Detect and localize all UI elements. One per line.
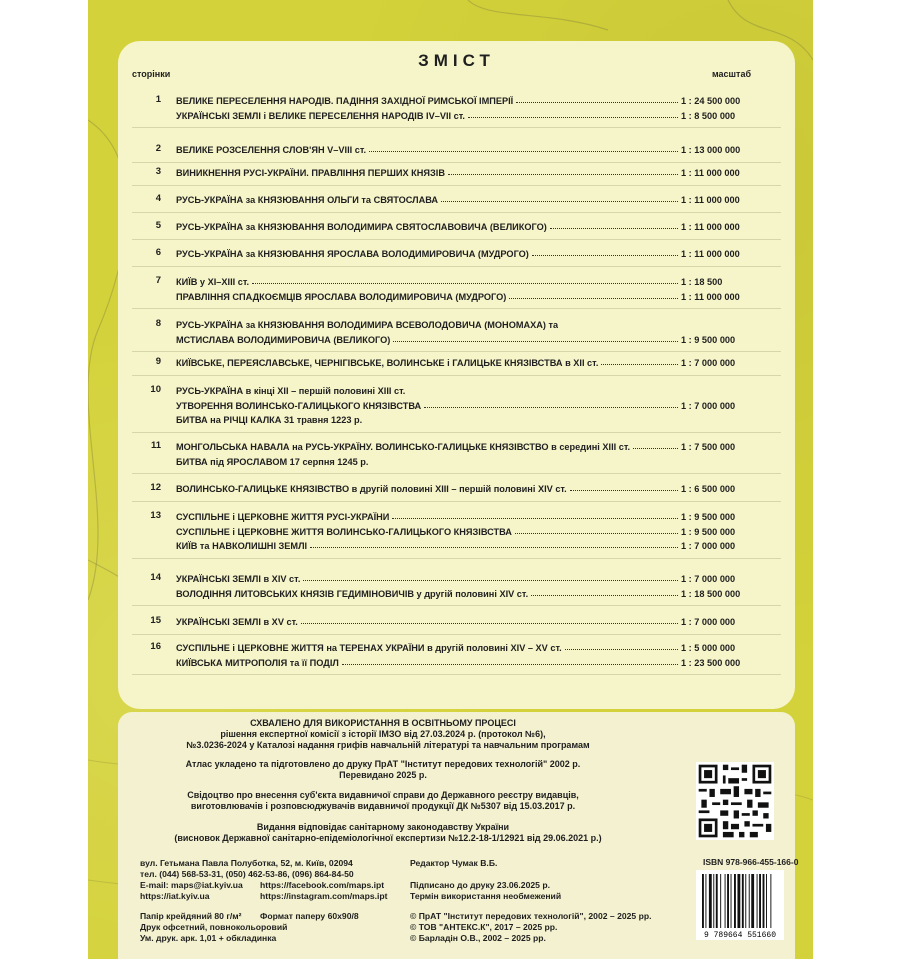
toc-entry[interactable] — [176, 614, 769, 627]
toc-divider — [132, 308, 781, 309]
toc-page-number: 2 — [155, 143, 161, 154]
toc-divider — [132, 558, 781, 559]
toc-divider — [132, 432, 781, 433]
print-paper: Папір крейдяний 80 г/м² — [140, 911, 242, 921]
toc-entry[interactable] — [176, 481, 769, 494]
toc-entry[interactable] — [176, 108, 769, 121]
toc-divider — [132, 162, 781, 163]
imprint-panel — [118, 712, 799, 959]
toc-leader-dots — [310, 547, 678, 548]
barcode — [696, 870, 784, 940]
toc-entry[interactable] — [176, 655, 769, 668]
toc-entry-title: ВЕЛИКЕ РОЗСЕЛЕННЯ СЛОВ'ЯН V–VIII ст. — [176, 145, 367, 155]
toc-page-number: 3 — [155, 166, 161, 177]
toc-entry[interactable] — [176, 398, 769, 411]
barcode-bar — [742, 874, 744, 928]
toc-entry[interactable] — [176, 509, 769, 522]
toc-page-number: 8 — [155, 318, 161, 329]
contact-instagram[interactable]: https://instagram.com/maps.ipt — [260, 891, 388, 901]
contact-phones: тел. (044) 568-53-31, (050) 462-53-86, (096) 864-84-50 — [140, 869, 354, 879]
toc-page-number: 11 — [150, 440, 161, 451]
map-label-ghost — [82, 36, 89, 52]
toc-entry[interactable] — [176, 439, 769, 452]
toc-entry-scale: 1 : 9 500 000 — [681, 526, 736, 537]
toc-entry-scale: 1 : 18 500 — [681, 277, 723, 287]
contents-title: ЗМІСТ — [418, 51, 495, 70]
toc-entry[interactable] — [176, 289, 769, 302]
toc-entry-scale: 1 : 18 500 000 — [681, 588, 741, 599]
barcode-bar — [763, 874, 765, 928]
toc-page-number: 15 — [150, 615, 161, 626]
toc-entry-scale: 1 : 7 000 000 — [681, 400, 736, 411]
toc-entry-title: УКРАЇНСЬКІ ЗЕМЛІ в XIV ст. — [176, 574, 301, 584]
toc-entry[interactable] — [176, 355, 769, 368]
signed-date: Підписано до друку 23.06.2025 р. — [410, 880, 550, 890]
toc-entry-title: ВОЛОДІННЯ ЛИТОВСЬКИХ КНЯЗІВ ГЕДИМІНОВИЧІВ у другій половині XIV ст. — [176, 588, 529, 599]
toc-divider — [132, 266, 781, 267]
toc-leader-dots — [633, 448, 678, 449]
toc-page-number: 12 — [150, 482, 161, 493]
toc-leader-dots — [441, 201, 678, 202]
col-pages-header: сторінки — [132, 69, 171, 79]
toc-entry-scale: 1 : 11 000 000 — [681, 291, 740, 302]
toc-divider — [132, 185, 781, 186]
barcode-bar — [766, 874, 767, 928]
toc-divider — [132, 605, 781, 606]
toc-leader-dots — [424, 407, 678, 408]
toc-entry-scale: 1 : 7 000 000 — [681, 358, 736, 368]
toc-page-number: 16 — [150, 641, 161, 652]
toc-page-number: 13 — [150, 510, 161, 521]
toc-entry[interactable] — [176, 317, 769, 330]
editor: Редактор Чумак В.Б. — [410, 858, 498, 868]
approval-line-3: №3.0236-2024 у Каталозі надання грифів навчальній літературі та навчальним програмам — [186, 740, 590, 750]
toc-entry[interactable] — [176, 538, 769, 551]
contact-site[interactable]: https://iat.kyiv.ua — [140, 891, 210, 901]
toc-entry-scale: 1 : 11 000 000 — [681, 168, 740, 178]
barcode-bar — [745, 874, 746, 928]
col-scale-header: масштаб — [712, 69, 752, 79]
barcode-bar — [727, 874, 729, 928]
barcode-digits: 9 789664 551660 — [703, 931, 777, 940]
toc-leader-dots — [516, 102, 678, 103]
toc-leader-dots — [509, 298, 678, 299]
print-format: Формат паперу 60х90/8 — [260, 911, 359, 921]
barcode-bar — [757, 874, 758, 928]
toc-entry-scale: 1 : 7 500 000 — [681, 442, 736, 452]
barcode-bar — [716, 874, 718, 928]
contact-facebook[interactable]: https://facebook.com/maps.ipt — [260, 880, 385, 890]
toc-leader-dots — [532, 255, 678, 256]
toc-entry[interactable] — [176, 454, 769, 467]
toc-entry-title: КИЇВСЬКЕ, ПЕРЕЯСЛАВСЬКЕ, ЧЕРНІГІВСЬКЕ, ВОЛИНСЬКЕ і ГАЛИЦЬКЕ КНЯЗІВСТВА в XII ст. — [176, 358, 599, 368]
toc-entry-scale: 1 : 11 000 000 — [681, 249, 740, 259]
toc-entry-title: СУСПІЛЬНЕ і ЦЕРКОВНЕ ЖИТТЯ на ТЕРЕНАХ УКРАЇНИ в другій половині XIV – XV ст. — [176, 643, 562, 653]
toc-page-number: 5 — [155, 220, 161, 231]
barcode-bar — [737, 874, 740, 928]
toc-leader-dots — [252, 283, 678, 284]
toc-entry-title: МСТИСЛАВА ВОЛОДИМИРОВИЧА (ВЕЛИКОГО) — [176, 334, 391, 345]
toc-entry-title: КИЇВСЬКА МИТРОПОЛІЯ та її ПОДІЛ — [176, 657, 339, 668]
toc-divider — [132, 634, 781, 635]
toc-leader-dots — [565, 649, 678, 650]
copyright-3: © Барладін О.В., 2002 – 2025 рр. — [410, 933, 546, 943]
qr-code[interactable] — [696, 762, 774, 840]
approval-line-1: СХВАЛЕНО ДЛЯ ВИКОРИСТАННЯ В ОСВІТНЬОМУ ПРОЦЕСІ — [250, 718, 516, 728]
toc-entry-title: БИТВА під ЯРОСЛАВОМ 17 серпня 1245 р. — [176, 456, 369, 467]
toc-leader-dots — [369, 151, 678, 152]
barcode-bar — [751, 874, 754, 928]
toc-entry-scale: 1 : 24 500 000 — [681, 96, 741, 106]
toc-entry-scale: 1 : 9 500 000 — [681, 334, 736, 345]
toc-entry-title: ПРАВЛІННЯ СПАДКОЄМЦІВ ЯРОСЛАВА ВОЛОДИМИРОВИЧА (МУДРОГО) — [176, 291, 507, 302]
toc-entry[interactable] — [176, 192, 769, 205]
toc-entry-title: УКРАЇНСЬКІ ЗЕМЛІ в XV ст. — [176, 617, 298, 627]
toc-divider — [132, 127, 781, 128]
toc-divider — [132, 473, 781, 474]
toc-leader-dots — [342, 664, 678, 665]
toc-entry-scale: 1 : 7 000 000 — [681, 617, 736, 627]
toc-entry-title: РУСЬ-УКРАЇНА за КНЯЗЮВАННЯ ВОЛОДИМИРА ВСЕВОЛОДОВИЧА (МОНОМАХА) та — [176, 320, 559, 330]
toc-entry[interactable] — [176, 274, 769, 287]
contents-panel — [118, 41, 795, 709]
barcode-bar — [749, 874, 750, 928]
barcode-bar — [770, 874, 771, 928]
toc-entry-scale: 1 : 7 000 000 — [681, 541, 736, 551]
toc-entry-title: МОНГОЛЬСЬКА НАВАЛА на РУСЬ-УКРАЇНУ. ВОЛИНСЬКО-ГАЛИЦЬКЕ КНЯЗІВСТВО в середині XIII ст. — [176, 442, 631, 452]
toc-entry-scale: 1 : 5 000 000 — [681, 643, 736, 653]
toc-entry[interactable] — [176, 246, 769, 259]
barcode-bar — [709, 874, 712, 928]
toc-page-number: 6 — [155, 247, 161, 258]
copyright-1: © ПрАТ "Інститут передових технологій", 2002 – 2025 рр. — [410, 911, 652, 921]
toc-entry-scale: 1 : 8 500 000 — [681, 110, 736, 121]
barcode-bar — [731, 874, 732, 928]
prepared-line-2: Перевидано 2025 р. — [339, 770, 427, 780]
toc-divider — [132, 674, 781, 675]
toc-entry[interactable] — [176, 93, 769, 106]
toc-entry[interactable] — [176, 524, 769, 537]
toc-leader-dots — [301, 623, 678, 624]
toc-divider — [132, 501, 781, 502]
toc-leader-dots — [392, 518, 678, 519]
toc-page-number: 4 — [155, 193, 161, 204]
usage-term: Термін використання необмежений — [410, 891, 562, 901]
copyright-2: © ТОВ "АНТЕКС.К", 2017 – 2025 рр. — [410, 922, 558, 932]
toc-entry[interactable] — [176, 332, 769, 345]
toc-entry-scale: 1 : 9 500 000 — [681, 512, 736, 522]
toc-entry-title: БИТВА на РІЧЦІ КАЛКА 31 травня 1223 р. — [176, 415, 363, 425]
toc-divider — [132, 375, 781, 376]
toc-entry[interactable] — [176, 412, 769, 425]
toc-page-number: 14 — [150, 572, 161, 583]
toc-entry-title: УКРАЇНСЬКІ ЗЕМЛІ і ВЕЛИКЕ ПЕРЕСЕЛЕННЯ НАРОДІВ IV–VII ст. — [176, 110, 465, 121]
barcode-bar — [734, 874, 736, 928]
toc-entry-title: СУСПІЛЬНЕ і ЦЕРКОВНЕ ЖИТТЯ ВОЛИНСЬКО-ГАЛИЦЬКОГО КНЯЗІВСТВА — [176, 526, 512, 537]
contact-address: вул. Гетьмана Павла Полуботка, 52, м. Київ, 02094 — [140, 858, 353, 868]
toc-entry-title: ВОЛИНСЬКО-ГАЛИЦЬКЕ КНЯЗІВСТВО в другій половині XIII – першій половині XIV ст. — [176, 484, 567, 494]
toc-entry-title: РУСЬ-УКРАЇНА за КНЯЗЮВАННЯ ЯРОСЛАВА ВОЛОДИМИРОВИЧА (МУДРОГО) — [176, 249, 529, 259]
toc-entry-title: КИЇВ та НАВКОЛИШНІ ЗЕМЛІ — [176, 541, 308, 551]
toc-entry[interactable] — [176, 640, 769, 653]
toc-entry-title: КИЇВ у XI–XIII ст. — [176, 277, 250, 287]
toc-entry[interactable] — [176, 142, 769, 155]
sanitary-line-2: (висновок Державної санітарно-епідеміологічної експертизи №12.2-18-1/12921 від 29.06.2021 р.) — [174, 833, 602, 843]
barcode-bar — [759, 874, 761, 928]
toc-entry-title: РУСЬ-УКРАЇНА за КНЯЗЮВАННЯ ОЛЬГИ та СВЯТОСЛАВА — [176, 195, 439, 205]
toc-leader-dots — [303, 580, 678, 581]
toc-entry[interactable] — [176, 165, 769, 178]
toc-entry-title: РУСЬ-УКРАЇНА за КНЯЗЮВАННЯ ВОЛОДИМИРА СВЯТОСЛАВОВИЧА (ВЕЛИКОГО) — [176, 222, 547, 232]
print-method: Друк офсетний, повнокольоровий — [140, 922, 288, 932]
barcode-bar — [725, 874, 726, 928]
approval-line-2: рішення експертної комісії з історії ІМЗО від 27.03.2024 р. (протокол №6), — [220, 729, 546, 739]
toc-page-number: 9 — [155, 356, 161, 367]
barcode-bar — [720, 874, 721, 928]
toc-page-number: 10 — [150, 384, 161, 395]
barcode-bar — [713, 874, 714, 928]
toc-entry-scale: 1 : 11 000 000 — [681, 195, 740, 205]
isbn: ISBN 978-966-455-166-0 — [703, 857, 799, 867]
toc-page-number: 1 — [155, 94, 161, 105]
barcode-bar — [705, 874, 706, 928]
toc-entry-title: СУСПІЛЬНЕ і ЦЕРКОВНЕ ЖИТТЯ РУСІ-УКРАЇНИ — [176, 512, 390, 522]
toc-entry-title: ВЕЛИКЕ ПЕРЕСЕЛЕННЯ НАРОДІВ. ПАДІННЯ ЗАХІДНОЇ РИМСЬКОЇ ІМПЕРІЇ — [176, 96, 514, 106]
prepared-line-1: Атлас укладено та підготовлено до друку ПрАТ "Інститут передових технологій" 2002 р. — [185, 759, 581, 769]
toc-leader-dots — [393, 341, 678, 342]
barcode-bar — [702, 874, 704, 928]
toc-page-number: 7 — [155, 275, 161, 286]
toc-leader-dots — [515, 533, 678, 534]
sanitary-line-1: Видання відповідає санітарному законодавству України — [256, 822, 510, 832]
certificate-line-2: виготовлювачів і розповсюджувачів видавничої продукції ДК №5307 від 15.03.2017 р. — [190, 801, 576, 811]
toc-leader-dots — [448, 174, 678, 175]
toc-entry-scale: 1 : 23 500 000 — [681, 657, 741, 668]
toc-leader-dots — [468, 117, 678, 118]
contact-email[interactable]: E-mail: maps@iat.kyiv.ua — [140, 880, 243, 890]
toc-leader-dots — [570, 490, 678, 491]
toc-entry-scale: 1 : 13 000 000 — [681, 145, 741, 155]
toc-entry-scale: 1 : 6 500 000 — [681, 484, 736, 494]
toc-leader-dots — [550, 228, 678, 229]
toc-entry[interactable] — [176, 219, 769, 232]
toc-leader-dots — [531, 595, 678, 596]
toc-divider — [132, 351, 781, 352]
toc-entry-title: РУСЬ-УКРАЇНА в кінці XII – першій половині XIII ст. — [176, 386, 406, 396]
toc-entry-title: УТВОРЕННЯ ВОЛИНСЬКО-ГАЛИЦЬКОГО КНЯЗІВСТВА — [176, 400, 422, 411]
toc-divider — [132, 239, 781, 240]
toc-entry[interactable] — [176, 586, 769, 599]
toc-entry[interactable] — [176, 571, 769, 584]
toc-divider — [132, 212, 781, 213]
certificate-line-1: Свідоцтво про внесення суб'єкта видавничої справи до Державного реєстру видавців, — [187, 790, 579, 800]
print-sheets: Ум. друк. арк. 1,01 + обкладинка — [140, 933, 277, 943]
toc-entry-scale: 1 : 7 000 000 — [681, 574, 736, 584]
toc-entry[interactable] — [176, 383, 769, 396]
toc-leader-dots — [601, 364, 678, 365]
toc-entry-title: ВИНИКНЕННЯ РУСІ-УКРАЇНИ. ПРАВЛІННЯ ПЕРШИХ КНЯЗІВ — [176, 168, 445, 178]
toc-entry-scale: 1 : 11 000 000 — [681, 222, 740, 232]
